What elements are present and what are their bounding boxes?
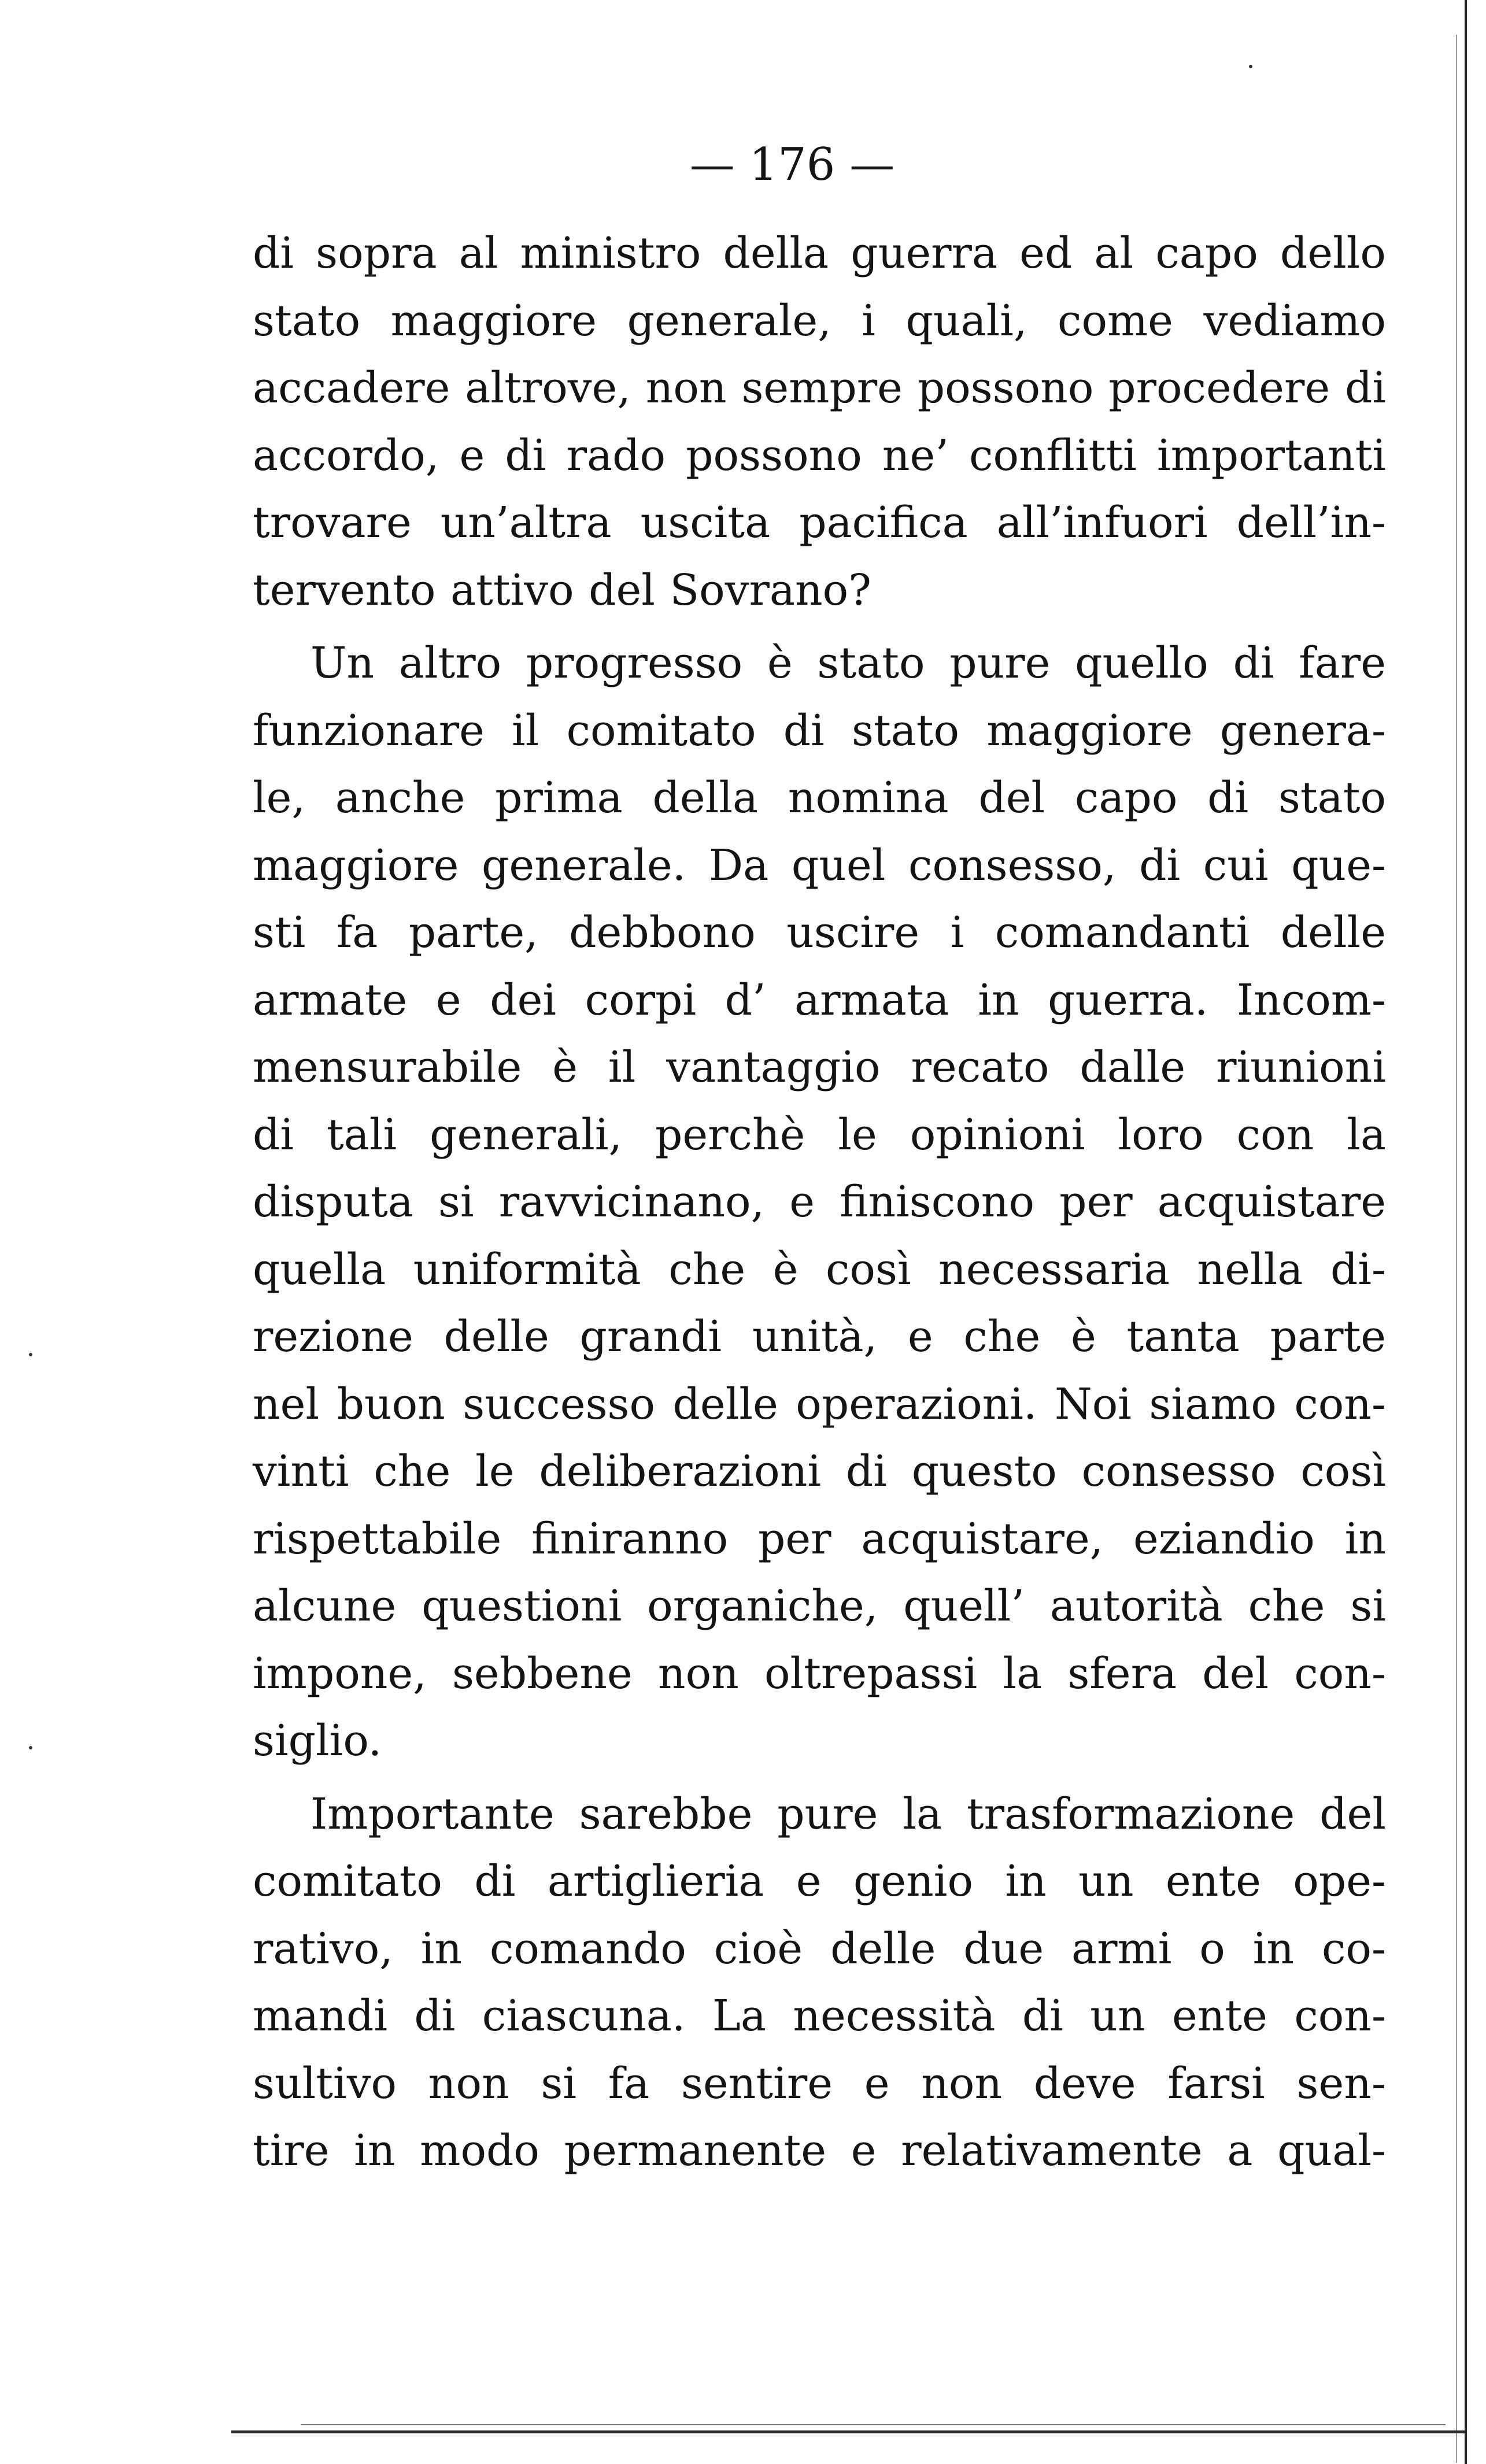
text-line: funzionare il comitato di stato maggiore genera- (253, 705, 1386, 756)
text-line: quella uniformità che è così necessaria nella di- (253, 1244, 1386, 1294)
scan-speck (29, 1353, 32, 1356)
text-line: rezione delle grandi unità, e che è tanta parte (253, 1312, 1386, 1362)
text-line: impone, sebbene non oltrepassi la sfera del con- (253, 1648, 1386, 1699)
text-line: accadere altrove, non sempre possono procedere di (253, 363, 1386, 413)
text-line: stato maggiore generale, i quali, come vediamo (253, 295, 1386, 346)
page-edge-shadow (1465, 0, 1467, 2464)
paragraph-gap (253, 624, 1386, 630)
text-line: mensurabile è il vantaggio recato dalle riunioni (253, 1042, 1386, 1092)
scan-speck (29, 1746, 32, 1749)
text-line: vinti che le deliberazioni di questo consesso così (253, 1446, 1386, 1496)
text-line: armate e dei corpi d’ armata in guerra. Incom- (253, 975, 1386, 1025)
text-line: sultivo non si fa sentire e non deve farsi sen- (253, 2058, 1386, 2108)
bottom-edge-rule (231, 2430, 1466, 2433)
page-edge-line (1456, 35, 1457, 2463)
page-number: — 176 — (689, 139, 895, 191)
text-line: di tali generali, perchè le opinioni loro con la (253, 1109, 1386, 1160)
text-line: disputa si ravvicinano, e finiscono per acquistare (253, 1177, 1386, 1227)
text-line: sti fa parte, debbono uscire i comandanti delle (253, 908, 1386, 957)
text-line: le, anche prima della nomina del capo di stato (253, 773, 1386, 823)
text-line: siglio. (253, 1716, 382, 1766)
text-line: rispettabile finiranno per acquistare, eziandio in (253, 1514, 1386, 1564)
text-line: Un altro progresso è stato pure quello di fare (310, 638, 1386, 688)
paragraph-gap (253, 1775, 1386, 1781)
body-text (253, 220, 1386, 2185)
text-line: nel buon successo delle operazioni. Noi siamo con- (253, 1379, 1386, 1429)
text-line: alcune questioni organiche, quell’ autorità che si (253, 1581, 1386, 1631)
text-line: tire in modo permanente e relativamente a qual- (253, 2126, 1386, 2176)
text-line: maggiore generale. Da quel consesso, di cui que- (253, 840, 1386, 890)
scan-speck (1249, 65, 1252, 68)
text-line: Importante sarebbe pure la trasformazione del (310, 1789, 1386, 1839)
text-line: tervento attivo del Sovrano? (253, 565, 871, 615)
bottom-edge-line (301, 2424, 1446, 2425)
text-line: trovare un’altra uscita pacifica all’infuori dell’in- (253, 498, 1386, 547)
paragraph-1 (253, 220, 1386, 624)
paragraph-2 (253, 630, 1386, 1775)
paragraph-3 (253, 1781, 1386, 2185)
text-line: accordo, e di rado possono ne’ conflitti importanti (253, 430, 1386, 480)
text-line: mandi di ciascuna. La necessità di un ente con- (253, 1991, 1386, 2041)
text-line: di sopra al ministro della guerra ed al capo dello (253, 228, 1386, 278)
text-line: comitato di artiglieria e genio in un ente ope- (253, 1856, 1386, 1906)
text-line: rativo, in comando cioè delle due armi o in co- (253, 1923, 1386, 1974)
